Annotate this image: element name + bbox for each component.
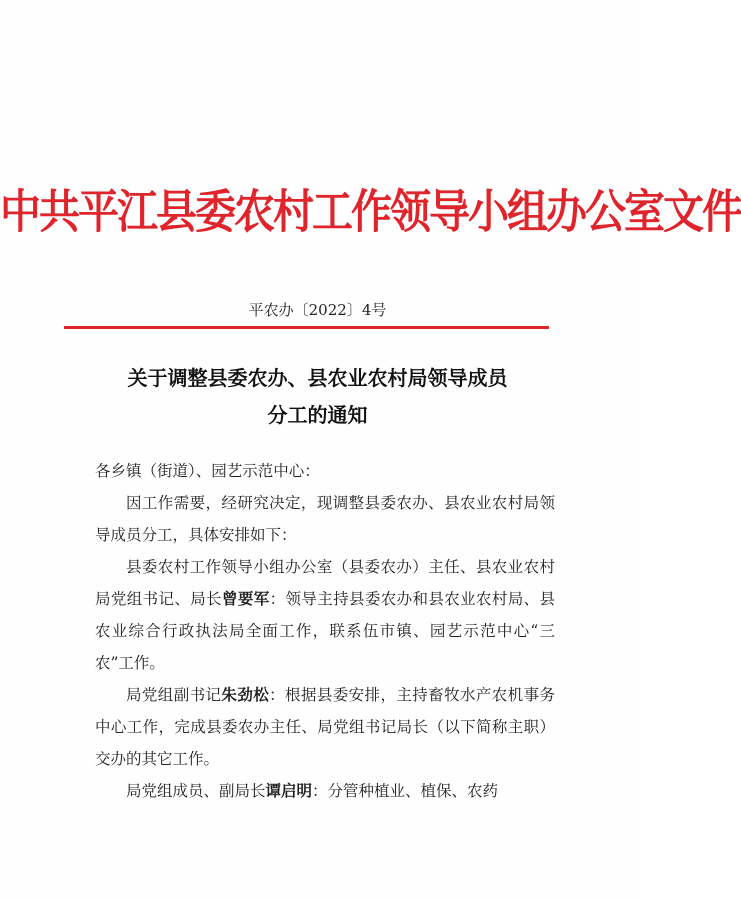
- issuer-title: 中共平江县委农村工作领导小组办公室文件: [0, 185, 741, 239]
- salutation: 各乡镇（街道）、园艺示范中心：: [95, 462, 320, 480]
- red-divider: [64, 326, 549, 329]
- notice-title-line-2: 分工的通知: [267, 403, 368, 427]
- assignment-2-role: 局党组副书记: [126, 686, 222, 704]
- intro-paragraph: 因工作需要，经研究决定，现调整县委农办、县农业农村局领导成员分工，具体安排如下：: [95, 494, 555, 544]
- assignment-paragraph-2: [95, 679, 555, 775]
- document-number: 平农办〔2022〕4号: [248, 301, 387, 319]
- assignment-3-name: 谭启明: [265, 781, 313, 800]
- notice-title: [0, 360, 635, 434]
- assignment-2-duties: ：根据县委安排，主持畜牧水产农机事务中心工作，完成县委农办主任、局党组书记局长（以下简称主职）交办的其它工作。: [95, 686, 555, 768]
- assignment-3-role: 局党组成员、副局长: [126, 782, 266, 800]
- assignment-paragraph-1: [95, 551, 555, 679]
- assignment-3-duties: ：分管种植业、植保、农药: [312, 782, 499, 800]
- notice-body: [95, 455, 555, 807]
- assignment-1-duties: ：领导主持县委农办和县农业农村局、县农业综合行政执法局全面工作，联系伍市镇、园艺示范中心“三农”工作。: [95, 590, 555, 672]
- assignment-paragraph-3: [95, 775, 555, 807]
- notice-title-line-1: 关于调整县委农办、县农业农村局领导成员: [127, 366, 508, 390]
- assignment-1-name: 曾要军: [222, 589, 270, 608]
- assignment-1-role: 县委农村工作领导小组办公室（县委农办）主任、县农业农村局党组书记、局长: [95, 558, 555, 608]
- assignment-2-name: 朱劲松: [221, 685, 270, 704]
